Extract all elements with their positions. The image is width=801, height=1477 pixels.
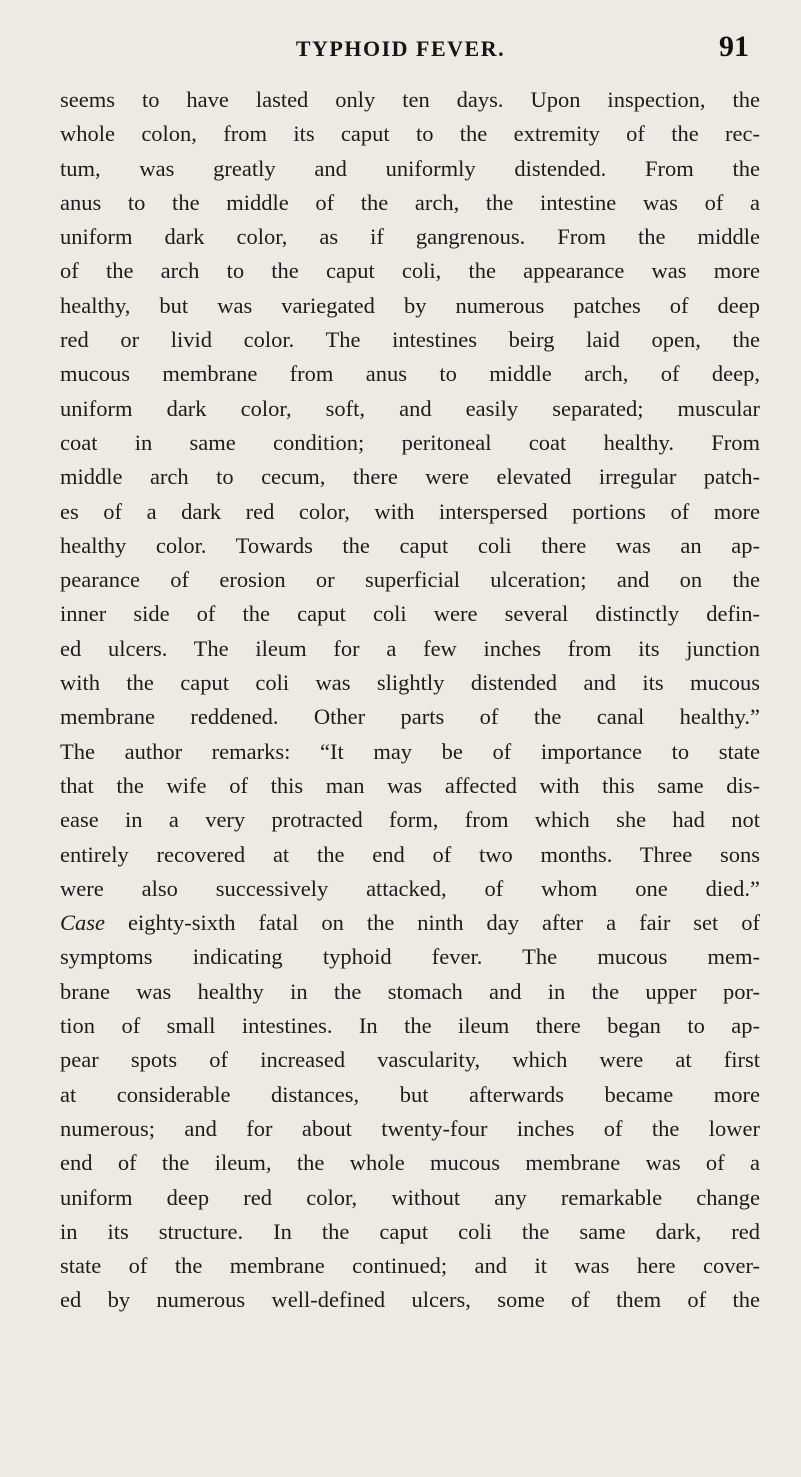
text-line: seems to have lasted only ten days. Upon inspection, the [60, 87, 760, 112]
page-number: 91 [719, 30, 749, 63]
text-line: brane was healthy in the stomach and in the upper por- [60, 978, 760, 1004]
text-line: ed ulcers. The ileum for a few inches from its junction [60, 635, 760, 661]
body-text [60, 83, 760, 1318]
text-line: inner side of the caput coli were several distinctly defin- [60, 601, 760, 627]
case-label: Case [60, 910, 105, 936]
text-line: end of the ileum, the whole mucous membrane was of a [60, 1150, 760, 1176]
text-line: uniform dark color, as if gangrenous. From the middle [60, 224, 760, 250]
text-line: tum, was greatly and uniformly distended. From the [60, 155, 760, 181]
text-line: middle arch to cecum, there were elevated irregular patch- [60, 464, 760, 490]
text-line: in its structure. In the caput coli the same dark, red [60, 1218, 760, 1244]
text-line: with the caput coli was slightly distended and its mucous [60, 670, 760, 696]
text-line: coat in same condition; peritoneal coat healthy. From [60, 429, 760, 455]
text-line: state of the membrane continued; and it was here cover- [60, 1253, 760, 1279]
text-line: numerous; and for about twenty-four inches of the lower [60, 1115, 760, 1141]
text-line: were also successively attacked, of whom one died.” [60, 875, 760, 901]
text-line: tion of small intestines. In the ileum there began to ap- [60, 1013, 760, 1039]
text-line: ease in a very protracted form, from which she had not [60, 807, 760, 833]
text-line: pear spots of increased vascularity, which were at first [60, 1047, 760, 1073]
text-line: healthy color. Towards the caput coli there was an ap- [60, 532, 760, 558]
text-line: membrane reddened. Other parts of the canal healthy.” [60, 704, 760, 730]
case-line-text: eighty-sixth fatal on the ninth day after a fair set of [127, 910, 760, 936]
text-line: The author remarks: “It may be of importance to state [60, 738, 760, 764]
case-line [60, 906, 760, 940]
text-line: that the wife of this man was affected with this same dis- [60, 772, 760, 798]
text-line: anus to the middle of the arch, the intestine was of a [60, 189, 760, 215]
text-line: mucous membrane from anus to middle arch, of deep, [60, 361, 760, 387]
text-line: uniform deep red color, without any remarkable change [60, 1184, 760, 1210]
text-line: healthy, but was variegated by numerous patches of deep [60, 292, 760, 318]
text-line: symptoms indicating typhoid fever. The mucous mem- [60, 944, 760, 970]
text-line: red or livid color. The intestines beirg laid open, the [60, 327, 760, 353]
running-header [0, 30, 801, 66]
text-line: of the arch to the caput coli, the appearance was more [60, 258, 760, 284]
text-line: entirely recovered at the end of two months. Three sons [60, 841, 760, 867]
text-line: es of a dark red color, with interspersed portions of more [60, 498, 760, 524]
text-line: ed by numerous well-defined ulcers, some of them of the [60, 1287, 760, 1313]
text-line: pearance of erosion or superficial ulceration; and on the [60, 567, 760, 593]
text-line: whole colon, from its caput to the extremity of the rec- [60, 121, 760, 147]
text-line: at considerable distances, but afterwards became more [60, 1081, 760, 1107]
text-line: uniform dark color, soft, and easily separated; muscular [60, 395, 760, 421]
running-title: TYPHOID FEVER. [295, 36, 506, 61]
